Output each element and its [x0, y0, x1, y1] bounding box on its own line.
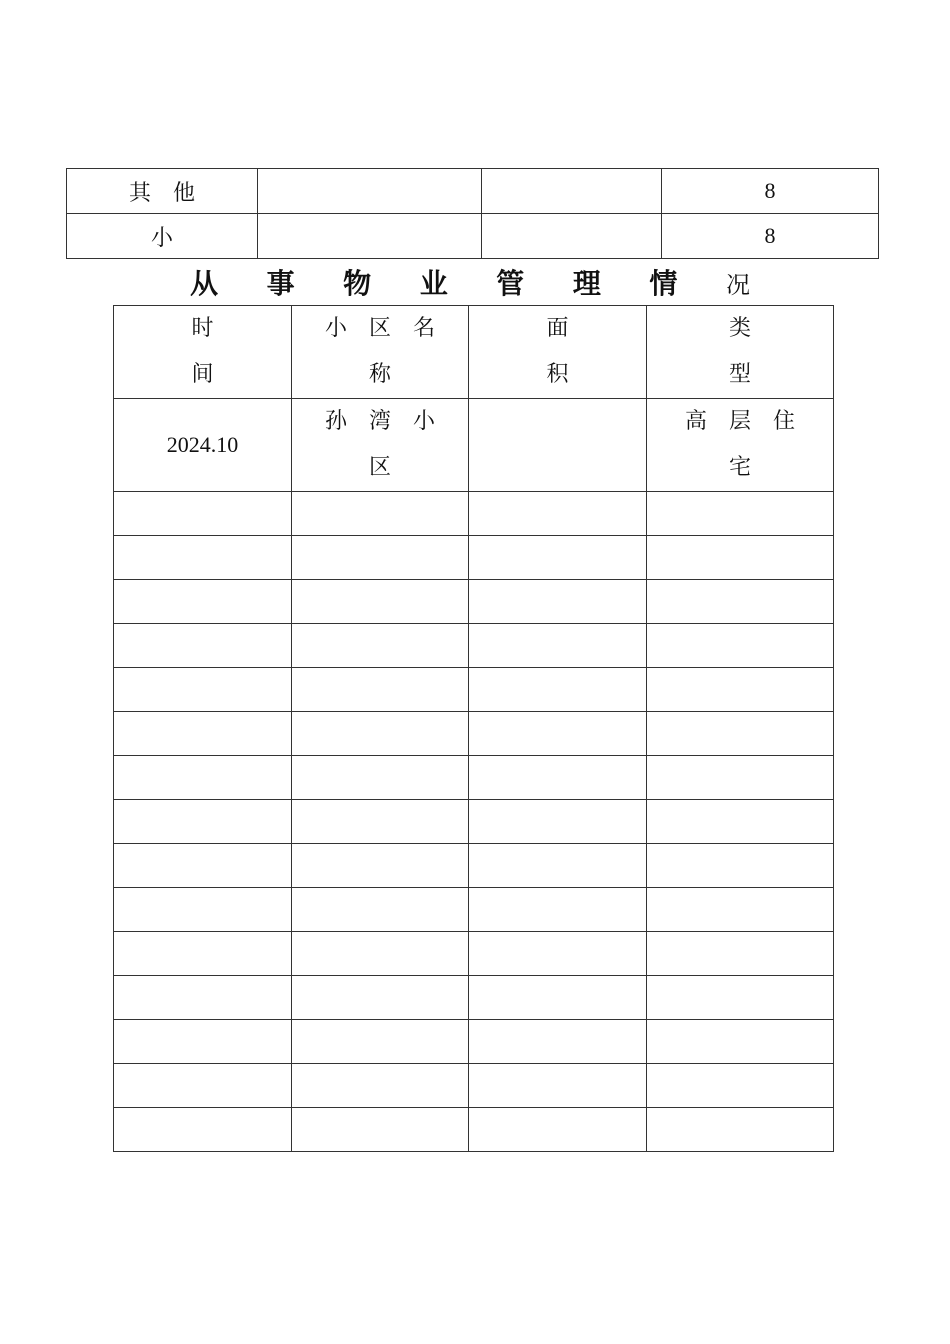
- row-value: 8: [662, 214, 879, 259]
- header-row: [114, 306, 834, 399]
- empty-cell: [258, 169, 482, 214]
- title-char: 理: [572, 267, 601, 300]
- header-name-line2: 称: [368, 362, 391, 387]
- top-table: [66, 168, 879, 259]
- header-area-line2: 积: [546, 362, 569, 387]
- empty-row: [114, 976, 834, 1020]
- title-char: 管: [496, 267, 525, 300]
- row-type-line2: 宅: [728, 455, 751, 480]
- row-name: [292, 399, 469, 492]
- empty-row: [114, 800, 834, 844]
- table-row: [67, 169, 879, 214]
- empty-row: [114, 844, 834, 888]
- empty-row: [114, 624, 834, 668]
- title-char: 业: [419, 267, 448, 300]
- header-type-line1: 类: [728, 316, 751, 341]
- row-time: 2024.10: [114, 399, 292, 492]
- empty-row: [114, 1020, 834, 1064]
- empty-row: [114, 888, 834, 932]
- title-char: 情: [649, 267, 678, 300]
- empty-row: [114, 668, 834, 712]
- row-label: 其 他: [67, 169, 258, 214]
- row-value: 8: [662, 169, 879, 214]
- header-area: [469, 306, 647, 399]
- row-name-line1: 孙 湾 小: [324, 409, 435, 434]
- table-row: [114, 399, 834, 492]
- header-name: [292, 306, 469, 399]
- row-type-line1: 高 层 住: [684, 409, 795, 434]
- empty-row: [114, 536, 834, 580]
- header-type: [647, 306, 834, 399]
- empty-row: [114, 756, 834, 800]
- section-title: [190, 262, 750, 302]
- property-management-table: [113, 305, 834, 1152]
- empty-cell: [482, 214, 662, 259]
- header-time: [114, 306, 292, 399]
- title-char: 事: [266, 267, 295, 300]
- title-char: 物: [343, 267, 372, 300]
- row-type: [647, 399, 834, 492]
- title-char: 从: [190, 267, 219, 300]
- row-name-line2: 区: [368, 455, 391, 480]
- title-char: 况: [725, 270, 750, 299]
- empty-row: [114, 492, 834, 536]
- header-time-line2: 间: [191, 362, 214, 387]
- row-area: [469, 399, 647, 492]
- empty-cell: [258, 214, 482, 259]
- empty-row: [114, 580, 834, 624]
- header-time-line1: 时: [191, 316, 214, 341]
- empty-row: [114, 932, 834, 976]
- header-area-line1: 面: [546, 316, 569, 341]
- empty-row: [114, 712, 834, 756]
- empty-row: [114, 1108, 834, 1152]
- header-name-line1: 小 区 名: [324, 316, 435, 341]
- table-row: [67, 214, 879, 259]
- empty-cell: [482, 169, 662, 214]
- header-type-line2: 型: [728, 362, 751, 387]
- row-label: 小: [67, 214, 258, 259]
- empty-row: [114, 1064, 834, 1108]
